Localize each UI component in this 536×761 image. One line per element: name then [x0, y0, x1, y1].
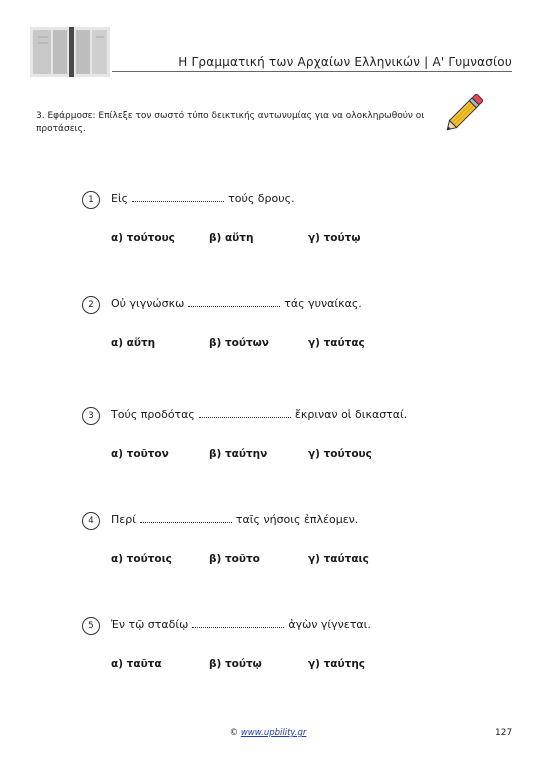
exercise-2: [82, 297, 502, 367]
exercise-number: 1: [82, 191, 100, 209]
option-a[interactable]: α) τοῦτον: [111, 448, 169, 460]
exercise-3: [82, 408, 502, 478]
page-number: 127: [495, 728, 513, 738]
answer-blank[interactable]: [192, 619, 284, 628]
option-a[interactable]: α) τούτοις: [111, 553, 172, 565]
sentence-end: τούς δρους.: [228, 192, 295, 205]
sentence-end: ἀγὼν γίγνεται.: [288, 618, 371, 631]
book-logo-icon: [30, 27, 110, 77]
sentence-start: Περί: [111, 513, 136, 526]
exercise-number: 4: [82, 512, 100, 530]
answer-blank[interactable]: [199, 409, 291, 418]
answer-blank[interactable]: [140, 514, 232, 523]
exercise-number: 3: [82, 407, 100, 425]
sentence-start: Οὐ γιγνώσκω: [111, 297, 185, 310]
footer-copyright: [0, 728, 536, 738]
sentence-start: Εἰς: [111, 192, 129, 205]
exercise-sentence: [111, 408, 407, 421]
option-a[interactable]: α) τούτους: [111, 232, 175, 244]
exercise-sentence: [111, 618, 371, 631]
sentence-end: ἔκριναν οἱ δικασταί.: [294, 408, 408, 421]
sentence-start: Ἐν τῷ σταδίῳ: [111, 618, 189, 631]
option-b[interactable]: β) ταύτην: [209, 448, 268, 460]
header-title: Η Γραμματική των Αρχαίων Ελληνικών | Α' Γυμνασίου: [178, 55, 512, 69]
option-b[interactable]: β) αὕτη: [209, 232, 254, 244]
exercise-sentence: [111, 192, 295, 205]
option-a[interactable]: α) αὕτη: [111, 337, 156, 349]
pencil-icon: [440, 88, 490, 136]
exercise-sentence: [111, 297, 362, 310]
copyright-symbol: ©: [229, 728, 239, 738]
option-b[interactable]: β) τούτῳ: [209, 658, 262, 670]
option-b[interactable]: β) τούτων: [209, 337, 269, 349]
exercise-1: [82, 192, 502, 262]
exercise-4: [82, 513, 502, 583]
sentence-start: Τούς προδότας: [111, 408, 195, 421]
option-a[interactable]: α) ταῦτα: [111, 658, 162, 670]
exercise-number: 5: [82, 617, 100, 635]
option-c[interactable]: γ) ταύταις: [308, 553, 369, 565]
header-divider: [112, 71, 512, 72]
sentence-end: ταῖς νήσοις ἐπλέομεν.: [235, 513, 359, 526]
sentence-end: τάς γυναίκας.: [284, 297, 362, 310]
option-b[interactable]: β) τοῦτο: [209, 553, 260, 565]
option-c[interactable]: γ) τούτῳ: [308, 232, 361, 244]
option-c[interactable]: γ) ταύτης: [308, 658, 366, 670]
option-c[interactable]: γ) τούτους: [308, 448, 372, 460]
exercise-number: 2: [82, 296, 100, 314]
website-link[interactable]: www.upbility.gr: [240, 728, 307, 738]
exercise-5: [82, 618, 502, 688]
answer-blank[interactable]: [132, 193, 224, 202]
exercise-sentence: [111, 513, 358, 526]
answer-blank[interactable]: [188, 298, 280, 307]
option-c[interactable]: γ) ταύτας: [308, 337, 365, 349]
instruction-text: 3. Εφάρμοσε: Επίλεξε τον σωστό τύπο δεικτικής αντωνυμίας για να ολοκληρωθούν οι προτάσεις.: [36, 111, 425, 134]
